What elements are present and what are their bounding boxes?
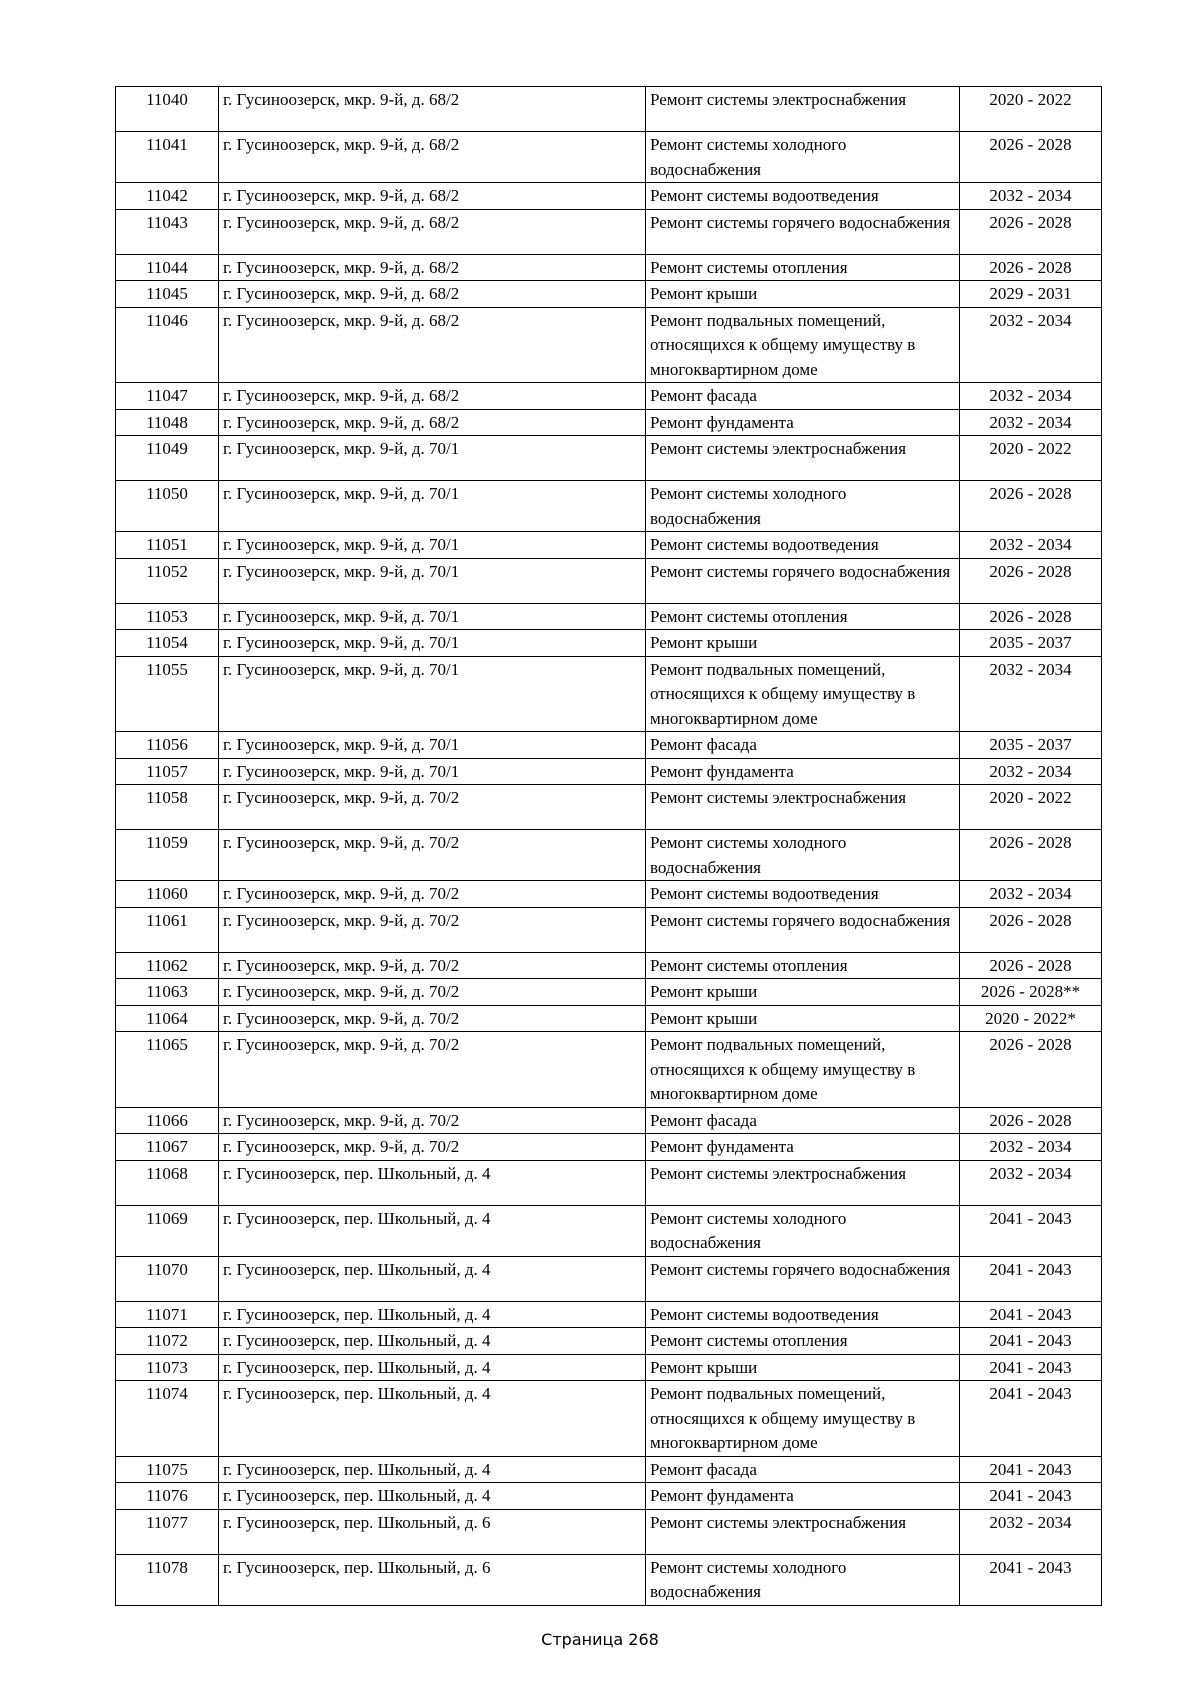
cell-period: 2041 - 2043 <box>960 1328 1102 1355</box>
cell-number: 11077 <box>116 1509 219 1554</box>
cell-address: г. Гусиноозерск, пер. Школьный, д. 4 <box>219 1256 646 1301</box>
cell-address: г. Гусиноозерск, мкр. 9-й, д. 70/2 <box>219 1032 646 1108</box>
table-row <box>116 758 1102 785</box>
cell-period: 2020 - 2022 <box>960 785 1102 830</box>
table-row <box>116 1509 1102 1554</box>
table-row <box>116 1554 1102 1605</box>
cell-address: г. Гусиноозерск, мкр. 9-й, д. 70/2 <box>219 1134 646 1161</box>
cell-number: 11049 <box>116 436 219 481</box>
table-row <box>116 183 1102 210</box>
cell-period: 2041 - 2043 <box>960 1483 1102 1510</box>
cell-period: 2041 - 2043 <box>960 1381 1102 1457</box>
cell-period: 2032 - 2034 <box>960 758 1102 785</box>
cell-work-type: Ремонт системы электроснабжения <box>646 436 960 481</box>
cell-work-type: Ремонт системы электроснабжения <box>646 785 960 830</box>
cell-period: 2026 - 2028** <box>960 979 1102 1006</box>
table-row <box>116 532 1102 559</box>
cell-number: 11058 <box>116 785 219 830</box>
cell-number: 11051 <box>116 532 219 559</box>
cell-address: г. Гусиноозерск, пер. Школьный, д. 4 <box>219 1354 646 1381</box>
cell-work-type: Ремонт системы горячего водоснабжения <box>646 209 960 254</box>
table-row <box>116 1205 1102 1256</box>
cell-address: г. Гусиноозерск, мкр. 9-й, д. 70/1 <box>219 603 646 630</box>
cell-number: 11061 <box>116 907 219 952</box>
cell-period: 2026 - 2028 <box>960 603 1102 630</box>
cell-number: 11063 <box>116 979 219 1006</box>
cell-address: г. Гусиноозерск, пер. Школьный, д. 6 <box>219 1509 646 1554</box>
cell-period: 2032 - 2034 <box>960 1160 1102 1205</box>
cell-period: 2020 - 2022* <box>960 1005 1102 1032</box>
cell-work-type: Ремонт системы водоотведения <box>646 881 960 908</box>
cell-work-type: Ремонт системы отопления <box>646 603 960 630</box>
table-row <box>116 1107 1102 1134</box>
table-row <box>116 436 1102 481</box>
cell-work-type: Ремонт системы холодного водоснабжения <box>646 830 960 881</box>
cell-work-type: Ремонт системы электроснабжения <box>646 1160 960 1205</box>
cell-address: г. Гусиноозерск, пер. Школьный, д. 4 <box>219 1205 646 1256</box>
cell-number: 11047 <box>116 383 219 410</box>
cell-work-type: Ремонт крыши <box>646 281 960 308</box>
cell-number: 11041 <box>116 132 219 183</box>
cell-number: 11044 <box>116 254 219 281</box>
cell-address: г. Гусиноозерск, мкр. 9-й, д. 70/1 <box>219 758 646 785</box>
cell-address: г. Гусиноозерск, мкр. 9-й, д. 70/2 <box>219 952 646 979</box>
cell-period: 2041 - 2043 <box>960 1301 1102 1328</box>
cell-number: 11050 <box>116 481 219 532</box>
cell-period: 2032 - 2034 <box>960 656 1102 732</box>
cell-work-type: Ремонт системы отопления <box>646 1328 960 1355</box>
cell-number: 11046 <box>116 307 219 383</box>
cell-work-type: Ремонт подвальных помещений, относящихся к общему имуществу в многоквартирном доме <box>646 1381 960 1457</box>
cell-number: 11052 <box>116 558 219 603</box>
cell-work-type: Ремонт системы горячего водоснабжения <box>646 558 960 603</box>
cell-address: г. Гусиноозерск, мкр. 9-й, д. 70/2 <box>219 1005 646 1032</box>
cell-work-type: Ремонт системы водоотведения <box>646 183 960 210</box>
table-row <box>116 830 1102 881</box>
cell-work-type: Ремонт системы горячего водоснабжения <box>646 1256 960 1301</box>
cell-work-type: Ремонт системы электроснабжения <box>646 1509 960 1554</box>
cell-work-type: Ремонт фундамента <box>646 1483 960 1510</box>
table-row <box>116 907 1102 952</box>
cell-number: 11055 <box>116 656 219 732</box>
cell-work-type: Ремонт фундамента <box>646 758 960 785</box>
cell-period: 2026 - 2028 <box>960 481 1102 532</box>
cell-period: 2032 - 2034 <box>960 1509 1102 1554</box>
cell-period: 2041 - 2043 <box>960 1554 1102 1605</box>
cell-period: 2041 - 2043 <box>960 1205 1102 1256</box>
table-row <box>116 1354 1102 1381</box>
cell-address: г. Гусиноозерск, мкр. 9-й, д. 70/2 <box>219 907 646 952</box>
cell-period: 2026 - 2028 <box>960 830 1102 881</box>
cell-address: г. Гусиноозерск, мкр. 9-й, д. 70/2 <box>219 881 646 908</box>
table-row <box>116 558 1102 603</box>
cell-work-type: Ремонт крыши <box>646 1354 960 1381</box>
cell-work-type: Ремонт системы электроснабжения <box>646 87 960 132</box>
cell-address: г. Гусиноозерск, мкр. 9-й, д. 70/2 <box>219 830 646 881</box>
cell-address: г. Гусиноозерск, мкр. 9-й, д. 68/2 <box>219 307 646 383</box>
cell-period: 2041 - 2043 <box>960 1456 1102 1483</box>
cell-period: 2032 - 2034 <box>960 881 1102 908</box>
cell-number: 11069 <box>116 1205 219 1256</box>
cell-work-type: Ремонт фундамента <box>646 1134 960 1161</box>
table-row <box>116 87 1102 132</box>
cell-work-type: Ремонт фасада <box>646 383 960 410</box>
cell-number: 11070 <box>116 1256 219 1301</box>
cell-address: г. Гусиноозерск, мкр. 9-й, д. 70/1 <box>219 532 646 559</box>
table-row <box>116 1381 1102 1457</box>
table-row <box>116 952 1102 979</box>
cell-number: 11054 <box>116 630 219 657</box>
cell-work-type: Ремонт подвальных помещений, относящихся к общему имуществу в многоквартирном доме <box>646 1032 960 1108</box>
cell-period: 2026 - 2028 <box>960 952 1102 979</box>
table-row <box>116 785 1102 830</box>
cell-period: 2026 - 2028 <box>960 254 1102 281</box>
table-row <box>116 132 1102 183</box>
page-number: Страница 268 <box>541 1630 659 1649</box>
cell-address: г. Гусиноозерск, пер. Школьный, д. 4 <box>219 1160 646 1205</box>
cell-period: 2035 - 2037 <box>960 732 1102 759</box>
cell-work-type: Ремонт фасада <box>646 1107 960 1134</box>
table-row <box>116 254 1102 281</box>
cell-work-type: Ремонт системы холодного водоснабжения <box>646 132 960 183</box>
cell-number: 11056 <box>116 732 219 759</box>
cell-period: 2032 - 2034 <box>960 383 1102 410</box>
repair-schedule-table <box>115 86 1102 1606</box>
cell-number: 11060 <box>116 881 219 908</box>
cell-period: 2032 - 2034 <box>960 183 1102 210</box>
cell-number: 11076 <box>116 1483 219 1510</box>
cell-address: г. Гусиноозерск, пер. Школьный, д. 4 <box>219 1483 646 1510</box>
cell-work-type: Ремонт фундамента <box>646 409 960 436</box>
table-body <box>116 87 1102 1606</box>
table-row <box>116 979 1102 1006</box>
cell-work-type: Ремонт системы отопления <box>646 952 960 979</box>
cell-period: 2035 - 2037 <box>960 630 1102 657</box>
table-row <box>116 630 1102 657</box>
cell-address: г. Гусиноозерск, пер. Школьный, д. 6 <box>219 1554 646 1605</box>
table-row <box>116 1134 1102 1161</box>
table-row <box>116 1160 1102 1205</box>
table-row <box>116 1483 1102 1510</box>
cell-address: г. Гусиноозерск, мкр. 9-й, д. 68/2 <box>219 281 646 308</box>
cell-address: г. Гусиноозерск, пер. Школьный, д. 4 <box>219 1301 646 1328</box>
cell-period: 2020 - 2022 <box>960 87 1102 132</box>
cell-work-type: Ремонт крыши <box>646 1005 960 1032</box>
cell-number: 11043 <box>116 209 219 254</box>
cell-period: 2026 - 2028 <box>960 209 1102 254</box>
cell-address: г. Гусиноозерск, мкр. 9-й, д. 68/2 <box>219 132 646 183</box>
cell-period: 2041 - 2043 <box>960 1256 1102 1301</box>
cell-address: г. Гусиноозерск, мкр. 9-й, д. 68/2 <box>219 183 646 210</box>
cell-period: 2032 - 2034 <box>960 307 1102 383</box>
cell-number: 11057 <box>116 758 219 785</box>
table-row <box>116 409 1102 436</box>
cell-period: 2032 - 2034 <box>960 1134 1102 1161</box>
cell-period: 2026 - 2028 <box>960 907 1102 952</box>
cell-work-type: Ремонт системы горячего водоснабжения <box>646 907 960 952</box>
cell-work-type: Ремонт системы отопления <box>646 254 960 281</box>
cell-number: 11045 <box>116 281 219 308</box>
cell-period: 2041 - 2043 <box>960 1354 1102 1381</box>
cell-address: г. Гусиноозерск, мкр. 9-й, д. 68/2 <box>219 209 646 254</box>
cell-period: 2026 - 2028 <box>960 1107 1102 1134</box>
cell-work-type: Ремонт системы холодного водоснабжения <box>646 1554 960 1605</box>
table-row <box>116 1456 1102 1483</box>
cell-work-type: Ремонт фасада <box>646 1456 960 1483</box>
cell-number: 11053 <box>116 603 219 630</box>
cell-address: г. Гусиноозерск, мкр. 9-й, д. 70/2 <box>219 785 646 830</box>
cell-period: 2032 - 2034 <box>960 409 1102 436</box>
cell-address: г. Гусиноозерск, мкр. 9-й, д. 70/2 <box>219 979 646 1006</box>
cell-address: г. Гусиноозерск, пер. Школьный, д. 4 <box>219 1381 646 1457</box>
cell-number: 11073 <box>116 1354 219 1381</box>
cell-period: 2026 - 2028 <box>960 1032 1102 1108</box>
table-row <box>116 1256 1102 1301</box>
table-row <box>116 209 1102 254</box>
table-row <box>116 1301 1102 1328</box>
table-row <box>116 656 1102 732</box>
table-row <box>116 603 1102 630</box>
cell-number: 11078 <box>116 1554 219 1605</box>
cell-number: 11042 <box>116 183 219 210</box>
cell-address: г. Гусиноозерск, мкр. 9-й, д. 70/2 <box>219 1107 646 1134</box>
cell-address: г. Гусиноозерск, мкр. 9-й, д. 70/1 <box>219 481 646 532</box>
cell-number: 11071 <box>116 1301 219 1328</box>
cell-number: 11048 <box>116 409 219 436</box>
table-row <box>116 481 1102 532</box>
cell-work-type: Ремонт крыши <box>646 979 960 1006</box>
cell-work-type: Ремонт системы холодного водоснабжения <box>646 1205 960 1256</box>
cell-number: 11075 <box>116 1456 219 1483</box>
cell-work-type: Ремонт системы холодного водоснабжения <box>646 481 960 532</box>
cell-address: г. Гусиноозерск, мкр. 9-й, д. 70/1 <box>219 630 646 657</box>
cell-number: 11068 <box>116 1160 219 1205</box>
table-row <box>116 1005 1102 1032</box>
cell-period: 2032 - 2034 <box>960 532 1102 559</box>
cell-work-type: Ремонт подвальных помещений, относящихся к общему имуществу в многоквартирном доме <box>646 656 960 732</box>
table-row <box>116 307 1102 383</box>
table-row <box>116 1328 1102 1355</box>
cell-period: 2026 - 2028 <box>960 558 1102 603</box>
table-row <box>116 1032 1102 1108</box>
table-row <box>116 732 1102 759</box>
cell-address: г. Гусиноозерск, мкр. 9-й, д. 68/2 <box>219 254 646 281</box>
cell-number: 11059 <box>116 830 219 881</box>
cell-number: 11072 <box>116 1328 219 1355</box>
cell-work-type: Ремонт крыши <box>646 630 960 657</box>
cell-work-type: Ремонт фасада <box>646 732 960 759</box>
cell-work-type: Ремонт системы водоотведения <box>646 532 960 559</box>
cell-period: 2026 - 2028 <box>960 132 1102 183</box>
cell-address: г. Гусиноозерск, мкр. 9-й, д. 68/2 <box>219 383 646 410</box>
cell-period: 2029 - 2031 <box>960 281 1102 308</box>
cell-address: г. Гусиноозерск, мкр. 9-й, д. 70/1 <box>219 732 646 759</box>
cell-address: г. Гусиноозерск, мкр. 9-й, д. 70/1 <box>219 656 646 732</box>
cell-number: 11065 <box>116 1032 219 1108</box>
table-row <box>116 881 1102 908</box>
cell-address: г. Гусиноозерск, мкр. 9-й, д. 68/2 <box>219 87 646 132</box>
table-row <box>116 281 1102 308</box>
cell-address: г. Гусиноозерск, мкр. 9-й, д. 70/1 <box>219 558 646 603</box>
table-row <box>116 383 1102 410</box>
cell-address: г. Гусиноозерск, пер. Школьный, д. 4 <box>219 1456 646 1483</box>
cell-number: 11067 <box>116 1134 219 1161</box>
cell-number: 11064 <box>116 1005 219 1032</box>
cell-number: 11074 <box>116 1381 219 1457</box>
cell-address: г. Гусиноозерск, пер. Школьный, д. 4 <box>219 1328 646 1355</box>
cell-work-type: Ремонт системы водоотведения <box>646 1301 960 1328</box>
cell-address: г. Гусиноозерск, мкр. 9-й, д. 70/1 <box>219 436 646 481</box>
cell-number: 11062 <box>116 952 219 979</box>
cell-period: 2020 - 2022 <box>960 436 1102 481</box>
cell-number: 11066 <box>116 1107 219 1134</box>
cell-number: 11040 <box>116 87 219 132</box>
cell-work-type: Ремонт подвальных помещений, относящихся к общему имуществу в многоквартирном доме <box>646 307 960 383</box>
cell-address: г. Гусиноозерск, мкр. 9-й, д. 68/2 <box>219 409 646 436</box>
